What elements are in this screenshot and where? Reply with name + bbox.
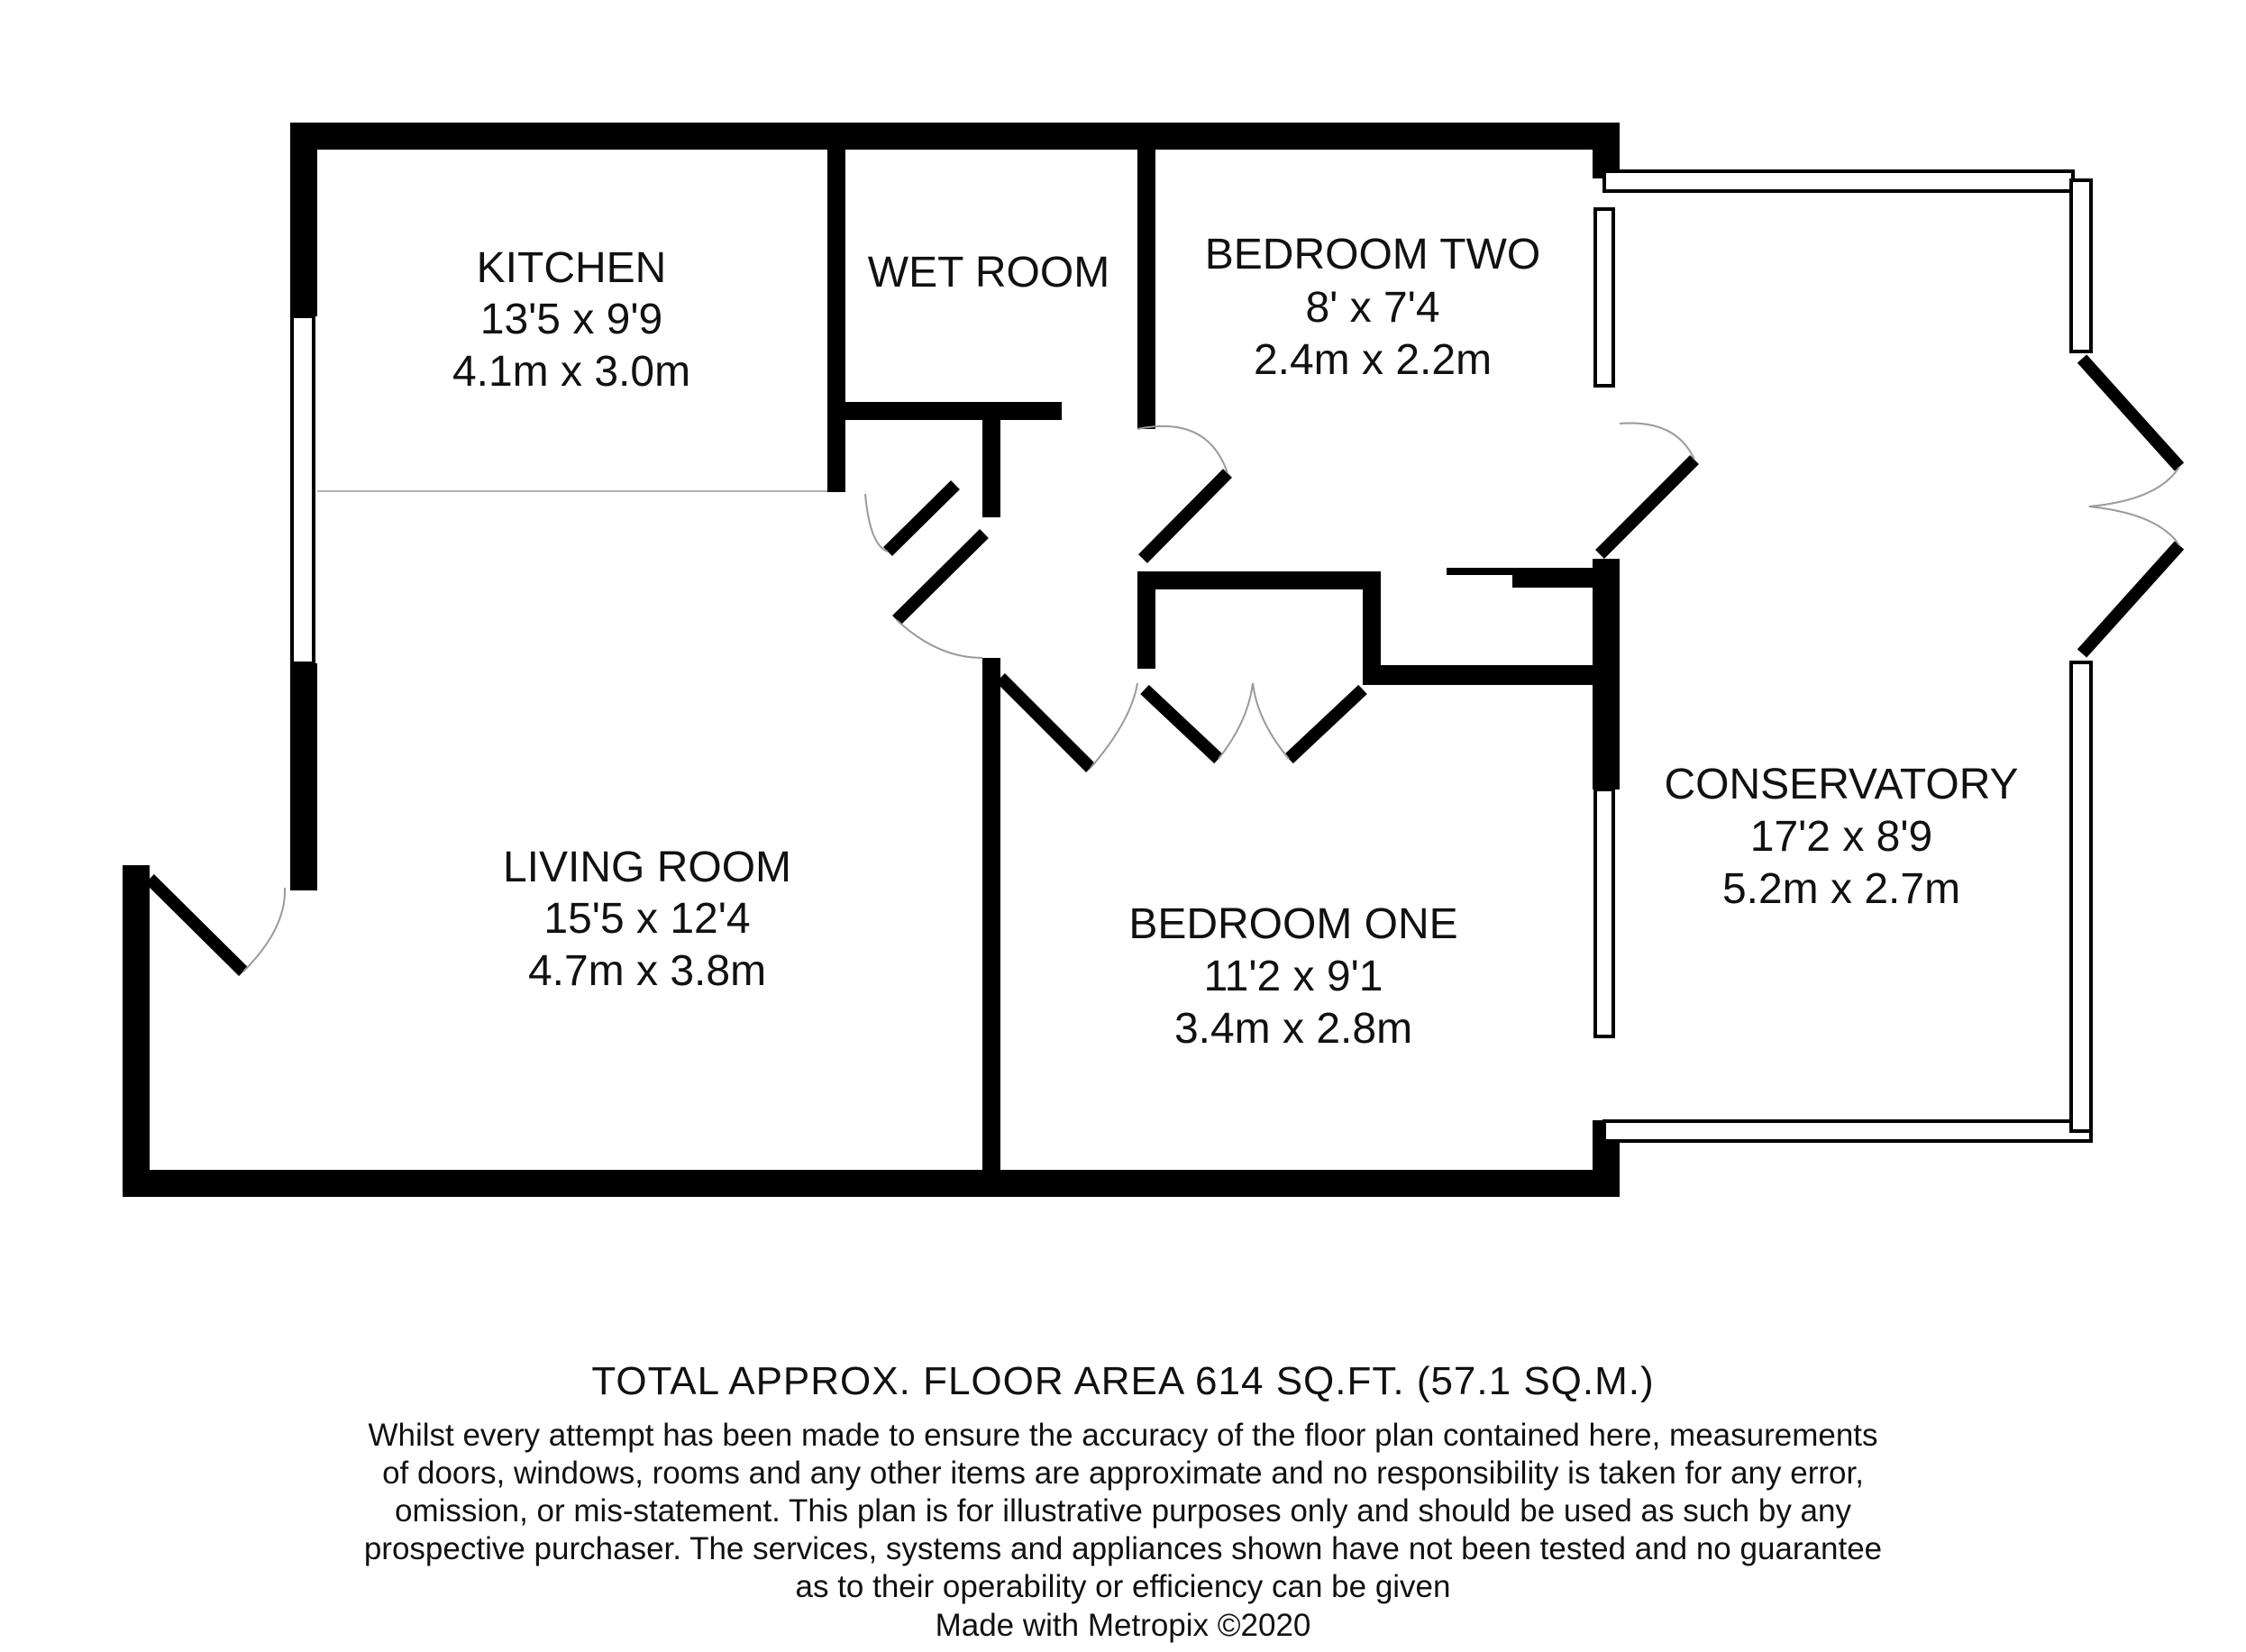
- wall-living-bedroom1: [982, 658, 1000, 1197]
- kitchen-metric: 4.1m x 3.0m: [452, 348, 691, 396]
- door-arc-wetroom: [865, 494, 888, 552]
- window-conservatory-top: [1604, 171, 2073, 191]
- door-french-lower: [2082, 545, 2179, 653]
- wall-cupboard-top: [1137, 571, 1381, 589]
- bedroom-one-imperial: 11'2 x 9'1: [1203, 953, 1383, 1000]
- door-bedroom-one: [1000, 678, 1091, 768]
- conservatory-name: CONSERVATORY: [1664, 761, 2019, 808]
- wall-cupboard-right: [1363, 571, 1381, 681]
- door-arc-cupboard: [1219, 683, 1289, 759]
- wall-cupboard: [982, 416, 1000, 517]
- conservatory-imperial: 17'2 x 8'9: [1749, 813, 1933, 861]
- disclaimer-line: Whilst every attempt has been made to ensure the accuracy of the floor plan contained here, measurements: [368, 1418, 1878, 1453]
- credit: Made with Metropix ©2020: [935, 1608, 1311, 1643]
- window-bedroom-one: [1595, 789, 1613, 1036]
- disclaimer-line: as to their operability or efficiency can be given: [795, 1569, 1451, 1604]
- door-entrance: [150, 879, 243, 972]
- door-arc-conservatory: [1620, 424, 1694, 461]
- door-french-upper: [2082, 359, 2179, 467]
- bedroom-one-metric: 3.4m x 2.8m: [1173, 1005, 1413, 1053]
- door-bedroom-two: [1143, 473, 1228, 559]
- conservatory-metric: 5.2m x 2.7m: [1721, 865, 1961, 913]
- living-room-imperial: 15'5 x 12'4: [543, 895, 751, 943]
- window-conservatory-right: [2071, 662, 2091, 1131]
- wall-kitchen-left: [290, 123, 317, 316]
- disclaimer-line: of doors, windows, rooms and any other items are approximate and no responsibility is taken for any error,: [382, 1456, 1864, 1491]
- door-cupboard-right: [1289, 689, 1363, 759]
- window-bedroom-two: [1595, 209, 1613, 386]
- bedroom-two-name: BEDROOM TWO: [1204, 231, 1541, 278]
- kitchen-name: KITCHEN: [476, 244, 667, 292]
- disclaimer-line: omission, or mis-statement. This plan is for illustrative purposes only and should be used as such by any: [395, 1493, 1851, 1529]
- door-cupboard-left: [1145, 689, 1219, 759]
- door-living: [897, 534, 984, 620]
- disclaimer: [0, 1417, 2246, 1606]
- door-conservatory: [1600, 460, 1694, 554]
- living-room-metric: 4.7m x 3.8m: [527, 947, 767, 995]
- door-arc-bedroom-one: [1091, 683, 1137, 768]
- wall-wetroom-bedroom2: [1137, 123, 1155, 429]
- window-conservatory-bottom: [1604, 1121, 2091, 1141]
- wall-bottom: [123, 1170, 1620, 1197]
- wall-kitchen-wetroom: [827, 123, 845, 492]
- total-floor-area: TOTAL APPROX. FLOOR AREA 614 SQ.FT. (57.1 SQ.M.): [591, 1359, 1655, 1403]
- wall-cupboard-left: [1137, 571, 1155, 669]
- window-conservatory-right: [2071, 180, 2091, 351]
- door-arc-french: [2089, 467, 2179, 545]
- wall-wetroom-bottom: [827, 402, 1062, 420]
- window-kitchen: [292, 316, 314, 663]
- disclaimer-line: prospective purchaser. The services, systems and appliances shown have not been tested and no guarantee: [363, 1531, 1883, 1566]
- room-labels: [452, 231, 2019, 1053]
- door-arc-bedroom-two: [1137, 426, 1228, 473]
- wall-bedroom2-stub: [1447, 568, 1537, 575]
- living-room-name: LIVING ROOM: [502, 844, 792, 891]
- kitchen-imperial: 13'5 x 9'9: [479, 296, 663, 343]
- bedroom-two-metric: 2.4m x 2.2m: [1253, 336, 1493, 384]
- wet-room-name: WET ROOM: [867, 249, 1110, 297]
- door-arc-entrance: [243, 888, 285, 972]
- door-arc-living: [897, 620, 982, 658]
- door-wetroom: [888, 485, 955, 552]
- wall-bedroom1-top: [1363, 665, 1620, 685]
- wall-kitchen-left: [290, 663, 317, 890]
- bedroom-two-imperial: 8' x 7'4: [1305, 284, 1440, 332]
- wall-living-left: [123, 865, 150, 1197]
- wall-top: [290, 123, 1620, 150]
- bedroom-one-name: BEDROOM ONE: [1128, 900, 1458, 948]
